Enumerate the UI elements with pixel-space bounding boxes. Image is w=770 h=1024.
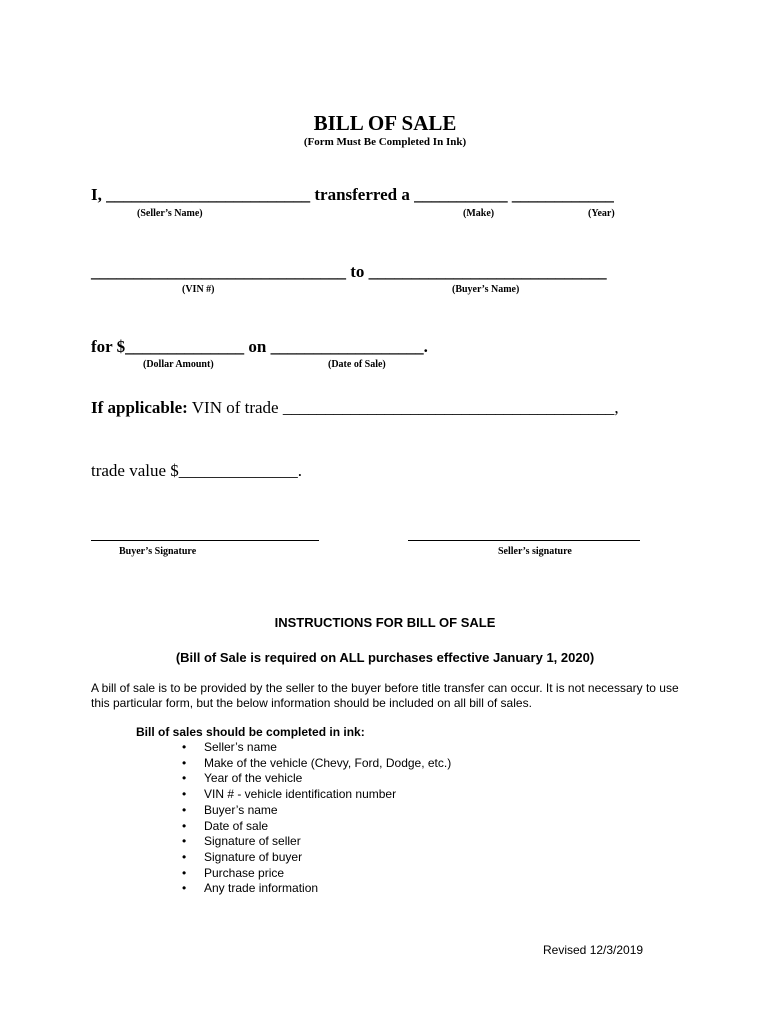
list-item: • Seller’s name [182, 740, 451, 756]
trade-vin-line [91, 398, 619, 418]
instructions-list [182, 740, 451, 897]
amount-date-line: for $______________ on __________________. [91, 337, 428, 356]
seller-signature-line [408, 540, 640, 541]
instructions-paragraph: A bill of sale is to be provided by the seller to the buyer before title transfer can occur. It is not necessary to use this particular form, but the below information should be included on all bill of sales. [91, 681, 679, 710]
list-item: • Purchase price [182, 866, 451, 882]
buyer-name-caption: (Buyer’s Name) [452, 284, 520, 295]
instructions-list-heading: Bill of sales should be completed in ink: [136, 725, 365, 739]
if-applicable-label: If applicable: [91, 398, 188, 417]
trade-vin-text: VIN of trade _______________________________________, [187, 398, 619, 417]
list-item: • Year of the vehicle [182, 771, 451, 787]
dollar-amount-caption: (Dollar Amount) [143, 359, 214, 370]
vin-buyer-line: ______________________________ to ____________________________ [91, 262, 607, 281]
form-title: BILL OF SALE [313, 111, 457, 135]
vin-caption: (VIN #) [182, 284, 215, 295]
year-caption: (Year) [588, 208, 615, 219]
instructions-subtitle: (Bill of Sale is required on ALL purchases effective January 1, 2020) [175, 650, 595, 665]
list-item: • Make of the vehicle (Chevy, Ford, Dodge, etc.) [182, 756, 451, 772]
list-item: • Buyer’s name [182, 803, 451, 819]
list-item: • Signature of seller [182, 834, 451, 850]
buyer-signature-caption: Buyer’s Signature [119, 546, 197, 557]
make-caption: (Make) [463, 208, 495, 219]
seller-transfer-line: I, ________________________ transferred a ___________ ____________ [91, 185, 614, 204]
list-item: • Any trade information [182, 881, 451, 897]
list-item: • Signature of buyer [182, 850, 451, 866]
seller-signature-caption: Seller’s signature [498, 546, 572, 557]
form-subtitle: (Form Must Be Completed In Ink) [303, 136, 467, 148]
buyer-signature-line [91, 540, 319, 541]
instructions-title: INSTRUCTIONS FOR BILL OF SALE [274, 615, 496, 630]
revised-date: Revised 12/3/2019 [543, 943, 644, 957]
date-of-sale-caption: (Date of Sale) [328, 359, 386, 370]
list-item: • Date of sale [182, 819, 451, 835]
seller-name-caption: (Seller’s Name) [137, 208, 203, 219]
trade-value-line: trade value $______________. [91, 461, 303, 480]
list-item: • VIN # - vehicle identification number [182, 787, 451, 803]
